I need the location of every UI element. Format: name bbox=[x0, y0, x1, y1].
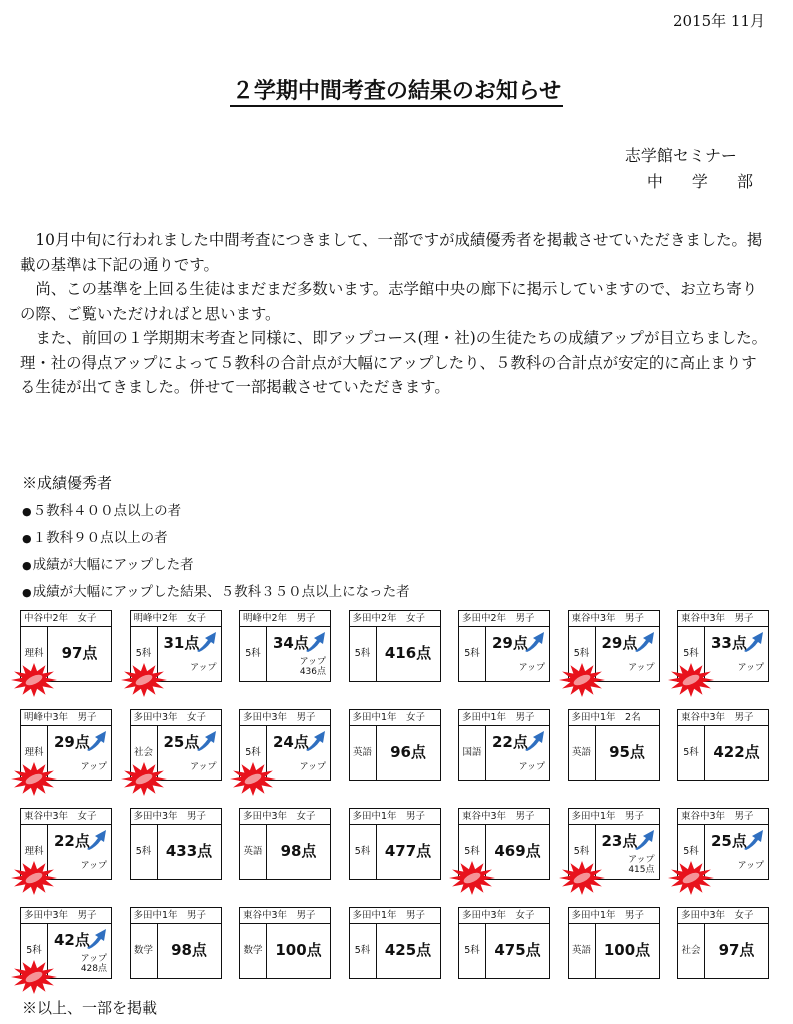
card-header: 中谷中2年 女子 bbox=[21, 611, 111, 627]
result-card bbox=[349, 709, 441, 781]
card-score: 29点 bbox=[601, 634, 638, 652]
card-header: 多田中3年 男子 bbox=[21, 908, 111, 924]
up-arrow-icon bbox=[523, 730, 545, 752]
up-arrow-icon bbox=[195, 730, 217, 752]
up-arrow-icon bbox=[304, 631, 326, 653]
page-title-text: ２学期中間考査の結果のお知らせ bbox=[230, 79, 563, 107]
card-subject: 5科 bbox=[131, 824, 158, 879]
badge-burst-icon bbox=[556, 662, 608, 698]
up-arrow-icon bbox=[523, 631, 545, 653]
card-score: 96点 bbox=[390, 743, 426, 761]
card-score: 23点 bbox=[601, 832, 638, 850]
card-header: 多田中1年 女子 bbox=[350, 710, 440, 726]
card-subject: 5科 bbox=[240, 626, 267, 681]
card-header: 多田中2年 女子 bbox=[350, 611, 440, 627]
card-up-note: アップ bbox=[737, 663, 764, 673]
criteria-item: ● 成績が大幅にアップした者 bbox=[22, 552, 410, 579]
card-score: 477点 bbox=[384, 842, 432, 860]
card-header: 多田中1年 男子 bbox=[131, 908, 221, 924]
result-card bbox=[677, 907, 769, 979]
card-subject: 理科 bbox=[21, 725, 48, 780]
card-subject: 5科 bbox=[678, 725, 705, 780]
card-score: 25点 bbox=[711, 832, 747, 850]
card-score: 100点 bbox=[275, 941, 322, 959]
card-header: 明峰中2年 男子 bbox=[240, 611, 330, 627]
card-subject: 5科 bbox=[678, 824, 705, 879]
card-header: 多田中3年 女子 bbox=[240, 809, 330, 825]
up-arrow-icon bbox=[742, 631, 764, 653]
criteria-heading: ※成績優秀者 bbox=[22, 474, 113, 492]
card-header: 明峰中2年 女子 bbox=[131, 611, 221, 627]
card-score: 97点 bbox=[61, 644, 98, 662]
card-subject: 5科 bbox=[459, 626, 486, 681]
card-subject: 5科 bbox=[459, 923, 486, 978]
card-score: 475点 bbox=[494, 941, 541, 959]
up-arrow-icon bbox=[85, 829, 107, 851]
card-subject: 英語 bbox=[569, 923, 596, 978]
badge-burst-icon bbox=[665, 860, 717, 896]
card-header: 多田中3年 女子 bbox=[131, 710, 221, 726]
badge-burst-icon bbox=[8, 959, 60, 995]
result-card bbox=[130, 808, 222, 880]
badge-burst-icon bbox=[556, 860, 608, 896]
card-up-note: アップ bbox=[80, 861, 107, 871]
card-header: 多田中1年 男子 bbox=[569, 908, 659, 924]
card-score: 25点 bbox=[163, 733, 200, 751]
card-subject: 理科 bbox=[21, 626, 48, 681]
card-header: 多田中3年 女子 bbox=[459, 908, 549, 924]
card-subject: 5科 bbox=[569, 824, 596, 879]
card-up-note: アップ bbox=[190, 762, 217, 772]
card-header: 多田中1年 男子 bbox=[459, 710, 549, 726]
card-header: 多田中1年 2名 bbox=[569, 710, 659, 726]
card-header: 多田中3年 男子 bbox=[240, 710, 330, 726]
card-header: 多田中1年 男子 bbox=[569, 809, 659, 825]
card-score: 24点 bbox=[273, 733, 309, 751]
card-subject: 英語 bbox=[569, 725, 596, 780]
footer-note: ※以上、一部を掲載 bbox=[22, 999, 158, 1017]
card-up-note: アップ bbox=[628, 663, 655, 673]
organization-department: 中 学 部 bbox=[646, 172, 765, 191]
card-header: 東谷中3年 男子 bbox=[240, 908, 330, 924]
card-header: 東谷中3年 女子 bbox=[21, 809, 111, 825]
card-score: 29点 bbox=[54, 733, 90, 751]
result-card bbox=[349, 808, 441, 880]
up-arrow-icon bbox=[85, 928, 107, 950]
up-arrow-icon bbox=[633, 631, 655, 653]
card-header: 東谷中3年 男子 bbox=[569, 611, 659, 627]
card-up-note: アップ bbox=[737, 861, 764, 871]
card-subject: 英語 bbox=[240, 824, 267, 879]
up-arrow-icon bbox=[633, 829, 655, 851]
result-card bbox=[568, 907, 660, 979]
card-up-note: アップ 428点 bbox=[80, 954, 107, 974]
result-card bbox=[677, 709, 769, 781]
card-score: 100点 bbox=[603, 941, 651, 959]
result-card bbox=[239, 610, 331, 682]
card-score: 31点 bbox=[163, 634, 200, 652]
card-up-note: アップ bbox=[80, 762, 107, 772]
card-header: 多田中1年 男子 bbox=[350, 908, 440, 924]
card-header: 多田中3年 女子 bbox=[678, 908, 768, 924]
badge-burst-icon bbox=[8, 662, 60, 698]
paragraph-3: また、前回の１学期期末考査と同様に、即アップコース(理・社)の生徒たちの成績アップが目立ちました。理・社の得点アップによって５教科の合計点が大幅にアップしたり、５教科の合計点が安定的に高止まりする生徒が出てきました。併せて一部掲載させていただきます。 bbox=[20, 329, 768, 396]
card-subject: 5科 bbox=[350, 923, 377, 978]
card-subject: 社会 bbox=[131, 725, 158, 780]
card-subject: 国語 bbox=[459, 725, 486, 780]
card-header: 東谷中3年 男子 bbox=[678, 710, 768, 726]
card-header: 明峰中3年 男子 bbox=[21, 710, 111, 726]
card-header: 東谷中3年 男子 bbox=[678, 809, 768, 825]
badge-burst-icon bbox=[227, 761, 279, 797]
criteria-list bbox=[22, 498, 410, 606]
result-card bbox=[458, 610, 550, 682]
up-arrow-icon bbox=[304, 730, 326, 752]
card-header: 多田中2年 男子 bbox=[459, 611, 549, 627]
card-subject: 数学 bbox=[131, 923, 158, 978]
page-title bbox=[0, 74, 793, 105]
up-arrow-icon bbox=[195, 631, 217, 653]
card-subject: 5科 bbox=[569, 626, 596, 681]
results-grid bbox=[20, 610, 780, 980]
organization-name: 志学館セミナー bbox=[624, 146, 737, 165]
card-subject: 5科 bbox=[350, 824, 377, 879]
card-subject: 5科 bbox=[459, 824, 486, 879]
card-score: 95点 bbox=[609, 743, 645, 761]
criteria-item: ● 成績が大幅にアップした結果、５教科３５０点以上になった者 bbox=[22, 579, 410, 606]
card-score: 433点 bbox=[165, 842, 213, 860]
card-up-note: アップ 415点 bbox=[628, 855, 655, 875]
card-up-note: アップ bbox=[518, 663, 545, 673]
criteria-item: ● ５教科４００点以上の者 bbox=[22, 498, 410, 525]
up-arrow-icon bbox=[85, 730, 107, 752]
result-card bbox=[458, 907, 550, 979]
organization-block bbox=[625, 143, 765, 195]
badge-burst-icon bbox=[8, 860, 60, 896]
card-subject: 5科 bbox=[21, 923, 48, 978]
card-score: 98点 bbox=[171, 941, 207, 959]
card-subject: 社会 bbox=[678, 923, 705, 978]
result-card bbox=[239, 907, 331, 979]
card-subject: 5科 bbox=[240, 725, 267, 780]
card-up-note: アップ bbox=[299, 762, 326, 772]
paragraph-1: 10月中旬に行われました中間考査につきまして、一部ですが成績優秀者を掲載させていただきました。掲載の基準は下記の通りです。 bbox=[20, 231, 763, 274]
card-header: 多田中3年 男子 bbox=[131, 809, 221, 825]
card-score: 469点 bbox=[494, 842, 541, 860]
card-header: 東谷中3年 男子 bbox=[459, 809, 549, 825]
card-header: 東谷中3年 男子 bbox=[678, 611, 768, 627]
card-up-note: アップ 436点 bbox=[299, 657, 326, 677]
document-date: 2015年 11月 bbox=[672, 12, 765, 30]
criteria-item: ● １教科９０点以上の者 bbox=[22, 525, 410, 552]
result-card bbox=[239, 808, 331, 880]
card-subject: 5科 bbox=[350, 626, 377, 681]
result-card bbox=[130, 907, 222, 979]
card-up-note: アップ bbox=[518, 762, 545, 772]
card-subject: 英語 bbox=[350, 725, 377, 780]
card-subject: 数学 bbox=[240, 923, 267, 978]
card-score: 33点 bbox=[711, 634, 747, 652]
card-score: 425点 bbox=[384, 941, 432, 959]
badge-burst-icon bbox=[118, 761, 170, 797]
card-subject: 理科 bbox=[21, 824, 48, 879]
card-subject: 5科 bbox=[131, 626, 158, 681]
badge-burst-icon bbox=[118, 662, 170, 698]
up-arrow-icon bbox=[742, 829, 764, 851]
result-card bbox=[349, 907, 441, 979]
badge-burst-icon bbox=[446, 860, 498, 896]
result-card bbox=[458, 709, 550, 781]
result-card bbox=[568, 709, 660, 781]
body-text bbox=[20, 228, 770, 400]
badge-burst-icon bbox=[8, 761, 60, 797]
card-score: 22点 bbox=[54, 832, 90, 850]
card-score: 97点 bbox=[718, 941, 755, 959]
card-subject: 5科 bbox=[678, 626, 705, 681]
paragraph-2: 尚、この基準を上回る生徒はまだまだ多数います。志学館中央の廊下に掲示していますので、お立ち寄りの際、ご覧いただければと思います。 bbox=[20, 280, 758, 323]
card-score: 416点 bbox=[384, 644, 432, 662]
card-score: 34点 bbox=[273, 634, 309, 652]
card-header: 多田中1年 男子 bbox=[350, 809, 440, 825]
card-score: 29点 bbox=[492, 634, 528, 652]
card-score: 42点 bbox=[54, 931, 90, 949]
card-score: 422点 bbox=[713, 743, 760, 761]
result-card bbox=[349, 610, 441, 682]
card-score: 22点 bbox=[492, 733, 528, 751]
badge-burst-icon bbox=[665, 662, 717, 698]
card-score: 98点 bbox=[280, 842, 317, 860]
card-up-note: アップ bbox=[190, 663, 217, 673]
